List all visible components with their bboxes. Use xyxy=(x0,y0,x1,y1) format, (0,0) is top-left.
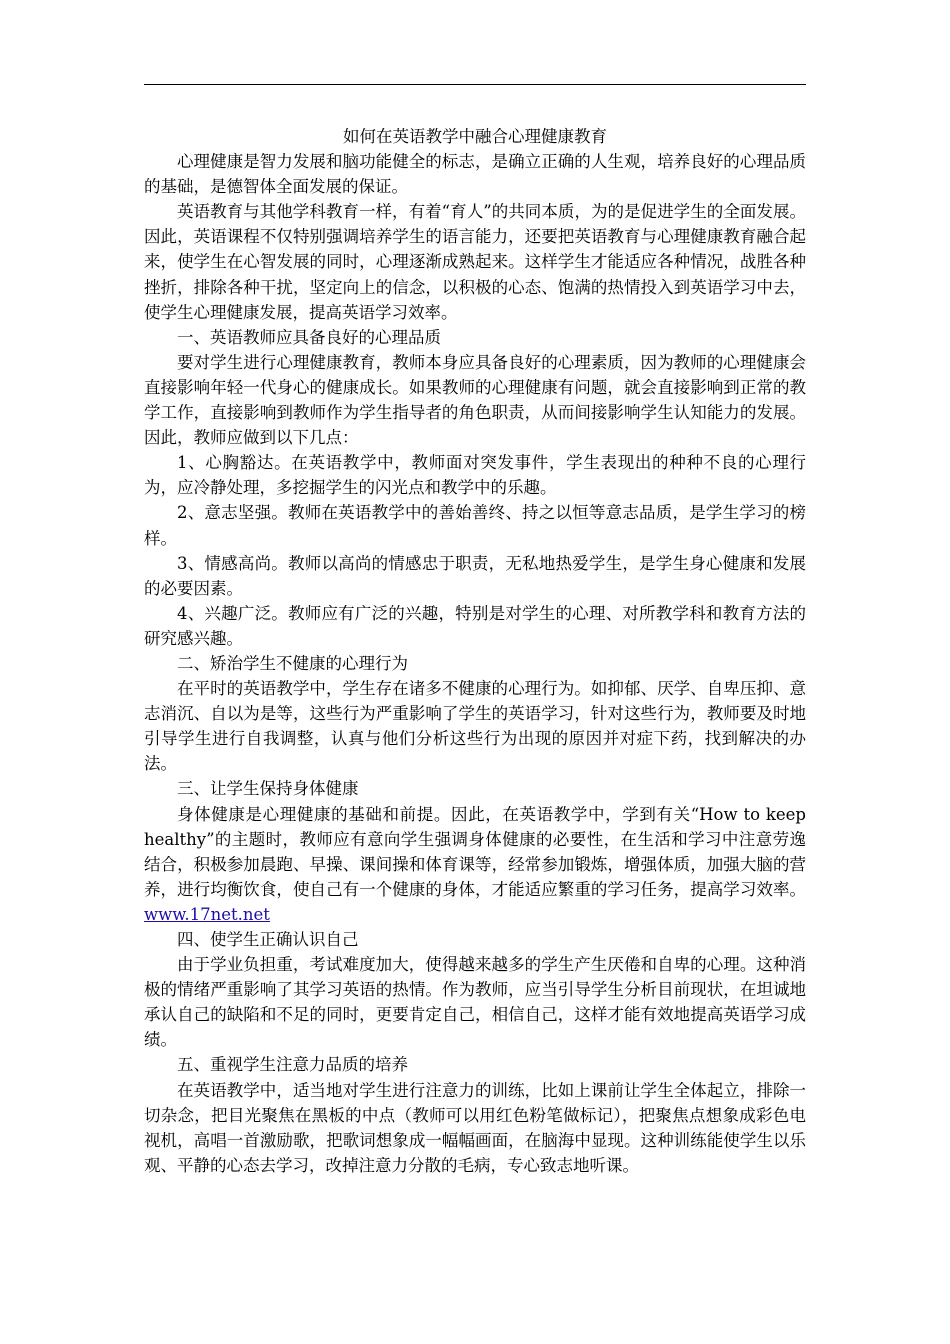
section-paragraph: 在平时的英语教学中，学生存在诸多不健康的心理行为。如抑郁、厌学、自卑压抑、意志消沉、自以为是等，这些行为严重影响了学生的英语学习，针对这些行为，教师要及时地引导学生进行自我调整，认真与他们分析这些行为出现的原因并对症下药，找到解决的办法。 xyxy=(144,679,806,774)
intro-paragraph: 心理健康是智力发展和脑功能健全的标志，是确立正确的人生观，培养良好的心理品质的基础，是德智体全面发展的保证。 xyxy=(144,152,806,197)
list-item: 2、意志坚强。教师在英语教学中的善始善终、持之以恒等意志品质，是学生学习的榜样。 xyxy=(144,503,806,548)
section-text: 身体健康是心理健康的基础和前提。因此，在英语教学中，学到有关“How to keep healthy”的主题时，教师应有意向学生强调身体健康的必要性，在生活和学习中注意劳逸结合，积极参加晨跑、早操、课间操和体育课等，经常参加锻炼，增强体质，加强大脑的营养，进行均衡饮食，使自己有一个健康的身体，才能适应繁重的学习任务，提高学习效率。 xyxy=(144,804,806,899)
list-item: 4、兴趣广泛。教师应有广泛的兴趣，特别是对学生的心理、对所教学科和教育方法的研究感兴趣。 xyxy=(144,603,806,648)
section-paragraph: 要对学生进行心理健康教育，教师本身应具备良好的心理素质，因为教师的心理健康会直接影响年轻一代身心的健康成长。如果教师的心理健康有问题，就会直接影响到正常的教学工作，直接影响到教师作为学生指导者的角色职责，从而间接影响学生认知能力的发展。因此，教师应做到以下几点： xyxy=(144,352,806,448)
section-heading: 五、重视学生注意力品质的培养 xyxy=(177,1055,408,1075)
list-item: 3、情感高尚。教师以高尚的情感忠于职责，无私地热爱学生，是学生身心健康和发展的必要因素。 xyxy=(144,553,806,598)
document-title: 如何在英语教学中融合心理健康教育 xyxy=(343,127,607,146)
section-heading: 二、矫治学生不健康的心理行为 xyxy=(177,653,408,673)
website-link[interactable]: www.17net.net xyxy=(144,904,270,924)
section-paragraph: 在英语教学中，适当地对学生进行注意力的训练，比如上课前让学生全体起立，排除一切杂念，把目光聚焦在黑板的中点（教师可以用红色粉笔做标记），把聚焦点想象成彩色电视机，高唱一首激励歌，把歌词想象成一幅幅画面，在脑海中显现。这种训练能使学生以乐观、平静的心态去学习，改掉注意力分散的毛病，专心致志地听课。 xyxy=(144,1080,806,1175)
section-heading: 三、让学生保持身体健康 xyxy=(177,779,359,799)
section-paragraph xyxy=(144,802,806,927)
section-heading: 四、使学生正确认识自己 xyxy=(177,930,359,949)
document-body xyxy=(144,124,806,1178)
header-rule xyxy=(144,84,806,85)
section-paragraph: 由于学业负担重，考试难度加大，使得越来越多的学生产生厌倦和自卑的心理。这种消极的情绪严重影响了其学习英语的热情。作为教师，应当引导学生分析目前现状，在坦诚地承认自己的缺陷和不足的同时，更要肯定自己，相信自己，这样才能有效地提高英语学习成绩。 xyxy=(144,955,806,1050)
list-item: 1、心胸豁达。在英语教学中，教师面对突发事件，学生表现出的种种不良的心理行为，应冷静处理，多挖掘学生的闪光点和教学中的乐趣。 xyxy=(144,453,806,498)
intro-paragraph: 英语教育与其他学科教育一样，有着“育人”的共同本质，为的是促进学生的全面发展。因此，英语课程不仅特别强调培养学生的语言能力，还要把英语教育与心理健康教育融合起来，使学生在心智发展的同时，心理逐渐成熟起来。这样学生才能适应各种情况，战胜各种挫折，排除各种干扰，坚定向上的信念，以积极的心态、饱满的热情投入到英语学习中去，使学生心理健康发展，提高英语学习效率。 xyxy=(144,202,806,322)
section-heading: 一、英语教师应具备良好的心理品质 xyxy=(177,327,441,347)
